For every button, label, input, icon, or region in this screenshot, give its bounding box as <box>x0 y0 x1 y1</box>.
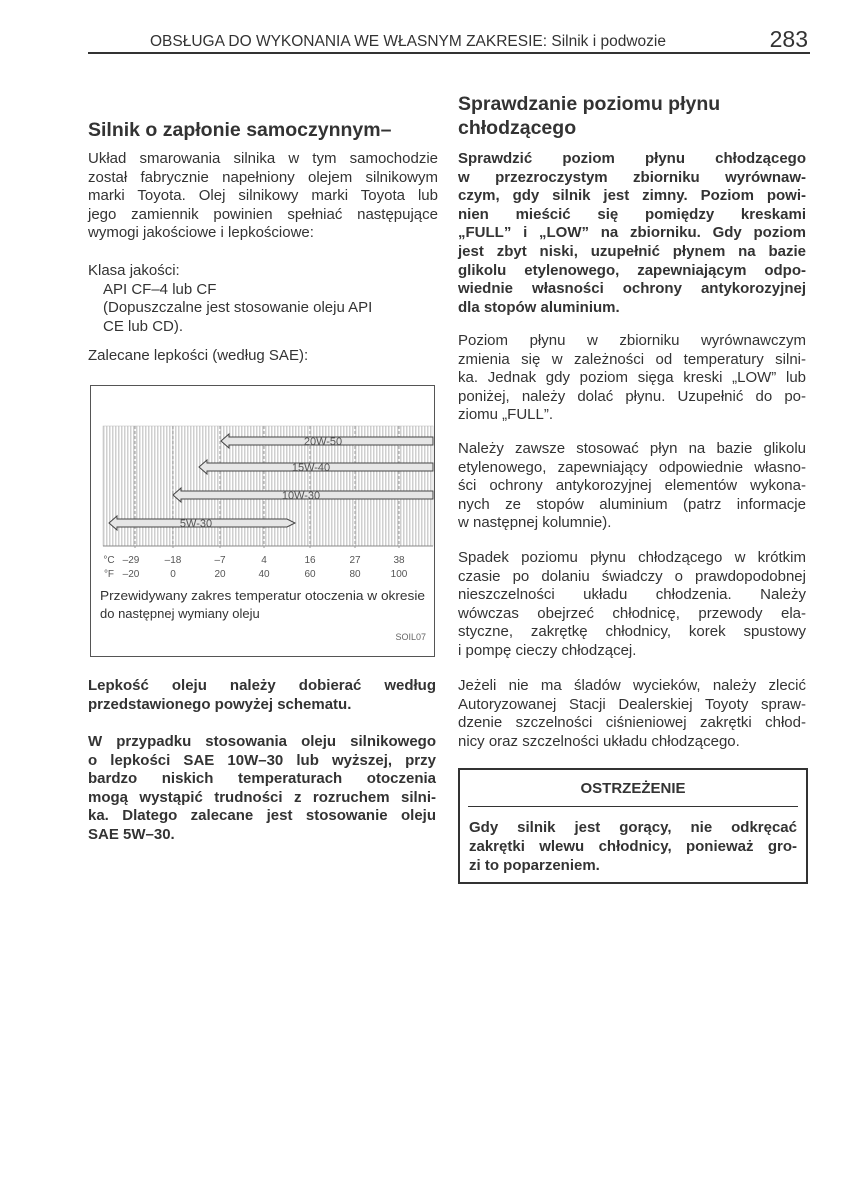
text-line: dzenie szczelności ciśnieniowej zakrętki chłod- <box>458 714 806 732</box>
text-line: etylenowego, zapewniający odpowiednie własno- <box>458 458 806 476</box>
text-line: jego zamiennik powinien spełniać następujące <box>88 205 438 223</box>
bar-label: 20W-50 <box>303 436 343 448</box>
tick-label-c: 38 <box>393 555 405 566</box>
text-line: wymogi jakościowe i lepkościowe: <box>88 224 314 242</box>
text-line: Gdy silnik jest gorący, nie odkręcać <box>469 819 797 836</box>
tick-label-c: –18 <box>164 555 182 566</box>
coolant-paragraph-3 <box>458 440 806 533</box>
section-heading-diesel: Silnik o zapłonie samoczynnym– <box>88 119 392 141</box>
tick-label-f: –20 <box>122 569 140 580</box>
text-line: wiednie własności ochrony antykorozyjnej <box>458 280 806 298</box>
text-line: mogą wystąpić trudności z rozruchem silni- <box>88 788 436 806</box>
text-line: API CF–4 lub CF <box>103 280 217 298</box>
text-line: w przezroczystym zbiorniku wyrównaw- <box>458 168 806 186</box>
text-line: styczne, zakrętkę chłodnicy, korek spustowy <box>458 623 806 641</box>
header-title: OBSŁUGA DO WYKONANIA WE WŁASNYM ZAKRESIE: Silnik i podwozie <box>150 33 666 50</box>
text-line: w następnej kolumnie). <box>458 514 612 532</box>
quality-label: Klasa jakości: <box>88 262 180 279</box>
page-header <box>88 28 810 54</box>
tick-label-c: 16 <box>304 555 316 566</box>
text-line: jest zbyt niski, uzupełnić płynem na bazie <box>458 242 806 260</box>
text-line: poniżej, należy dolać płynu. Uzupełnić do po- <box>458 387 806 405</box>
text-line: W przypadku stosowania oleju silnikowego <box>88 733 436 750</box>
tick-label-f: 0 <box>170 569 176 580</box>
text-line: SAE 5W–30. <box>88 825 175 843</box>
quality-class <box>88 262 438 336</box>
text-line: Autoryzowanej Stacji Dealerskiej Toyoty spraw- <box>458 695 806 713</box>
bar-label: 5W-30 <box>179 518 213 530</box>
page-number: 283 <box>769 26 808 52</box>
tick-label-c: 4 <box>261 555 267 566</box>
text-line: Należy zawsze stosować płyn na bazie glikolu <box>458 440 806 457</box>
tick-label-f: 80 <box>349 569 361 580</box>
axis-unit-celsius: °C <box>103 555 115 566</box>
coolant-bold-paragraph <box>458 150 806 317</box>
tick-label-c: –29 <box>122 555 140 566</box>
viscosity-intro: Zalecane lepkości (według SAE): <box>88 347 309 364</box>
text-line: Układ smarowania silnika w tym samochodzie <box>88 150 438 167</box>
bar-label: 10W-30 <box>281 490 321 502</box>
text-line: nieszczelności układu chłodzenia. Należy <box>458 586 806 604</box>
figure-caption-line: Przewidywany zakres temperatur otoczenia w okresie <box>100 588 425 603</box>
viscosity-chart-figure <box>90 385 435 657</box>
text-line: dla stopów aluminium. <box>458 298 620 316</box>
text-line: zmienia się w zależności od temperatury silni- <box>458 350 806 368</box>
text-line: bardzo niskich temperaturach otoczenia <box>88 770 436 788</box>
axis-unit-fahrenheit: °F <box>103 569 115 580</box>
warning-divider <box>468 806 798 807</box>
bold-note-2 <box>88 733 436 845</box>
text-line: nicy oraz szczelności układu chłodzącego. <box>458 732 740 750</box>
intro-paragraph <box>88 150 438 243</box>
tick-label-f: 40 <box>258 569 270 580</box>
text-line: ziomu „FULL”. <box>458 406 554 424</box>
text-line: (Dopuszczalne jest stosowanie oleju API <box>103 299 373 317</box>
coolant-paragraph-2 <box>458 332 806 425</box>
text-line: wówczas obejrzeć chłodnicę, przewody ela- <box>458 604 806 622</box>
text-line: CE lub CD). <box>103 317 184 335</box>
text-line: czym, gdy silnik jest zimny. Poziom powi- <box>458 187 806 205</box>
viscosity-chart <box>91 386 434 656</box>
tick-label-f: 100 <box>390 569 408 580</box>
text-line: glikolu etylenowego, zapewniającym odpo- <box>458 261 806 279</box>
text-line: zakrętki wlewu chłodnicy, ponieważ gro- <box>469 838 797 855</box>
figure-code: SOIL07 <box>395 632 426 642</box>
text-line: Jeżeli nie ma śladów wycieków, należy zlecić <box>458 677 806 694</box>
text-line: i pompę cieczy chłodzącej. <box>458 641 637 659</box>
heading-line: Sprawdzanie poziomu płynu <box>458 93 721 115</box>
warning-box <box>458 768 808 884</box>
warning-title: OSTRZEŻENIE <box>580 780 686 797</box>
section-heading-coolant <box>458 92 720 140</box>
text-line: został fabrycznie napełniony olejem silnikowym <box>88 168 438 186</box>
tick-label-f: 20 <box>214 569 226 580</box>
text-line: nien mieścić się pomiędzy kreskami <box>458 205 806 223</box>
text-line: ści ochrony antykorozyjnej elementów wykona- <box>458 477 806 495</box>
text-line: marki Toyota. Olej silnikowy marki Toyota lub <box>88 187 438 205</box>
tick-label-f: 60 <box>304 569 316 580</box>
text-line: ka. Dlatego zalecane jest stosowanie oleju <box>88 807 436 825</box>
text-line: „FULL” i „LOW” na zbiorniku. Gdy poziom <box>458 224 806 242</box>
tick-label-c: –7 <box>214 555 226 566</box>
coolant-paragraph-5 <box>458 677 806 751</box>
text-line: Lepkość oleju należy dobierać według <box>88 677 436 694</box>
heading-line: chłodzącego <box>458 117 577 139</box>
text-line: czasie po dolaniu świadczy o prawdopodobnej <box>458 567 806 585</box>
text-line: zi to poparzeniem. <box>469 857 600 874</box>
text-line: ka. Jednak gdy poziom sięga kreski „LOW” lub <box>458 369 806 387</box>
bar-label: 15W-40 <box>291 462 331 474</box>
coolant-paragraph-4 <box>458 549 806 661</box>
text-line: przedstawionego powyżej schematu. <box>88 695 352 713</box>
text-line: Poziom płynu w zbiorniku wyrównawczym <box>458 332 806 349</box>
tick-label-c: 27 <box>349 555 361 566</box>
figure-caption-line: do następnej wymiany oleju <box>100 606 260 621</box>
text-line: nych ze stopów aluminium (patrz informacje <box>458 495 806 513</box>
bold-note-1 <box>88 677 436 714</box>
text-line: o lepkości SAE 10W–30 lub wyższej, przy <box>88 751 436 769</box>
text-line: Spadek poziomu płynu chłodzącego w krótkim <box>458 549 806 566</box>
warning-text <box>469 818 797 875</box>
text-line: Sprawdzić poziom płynu chłodzącego <box>458 150 806 167</box>
